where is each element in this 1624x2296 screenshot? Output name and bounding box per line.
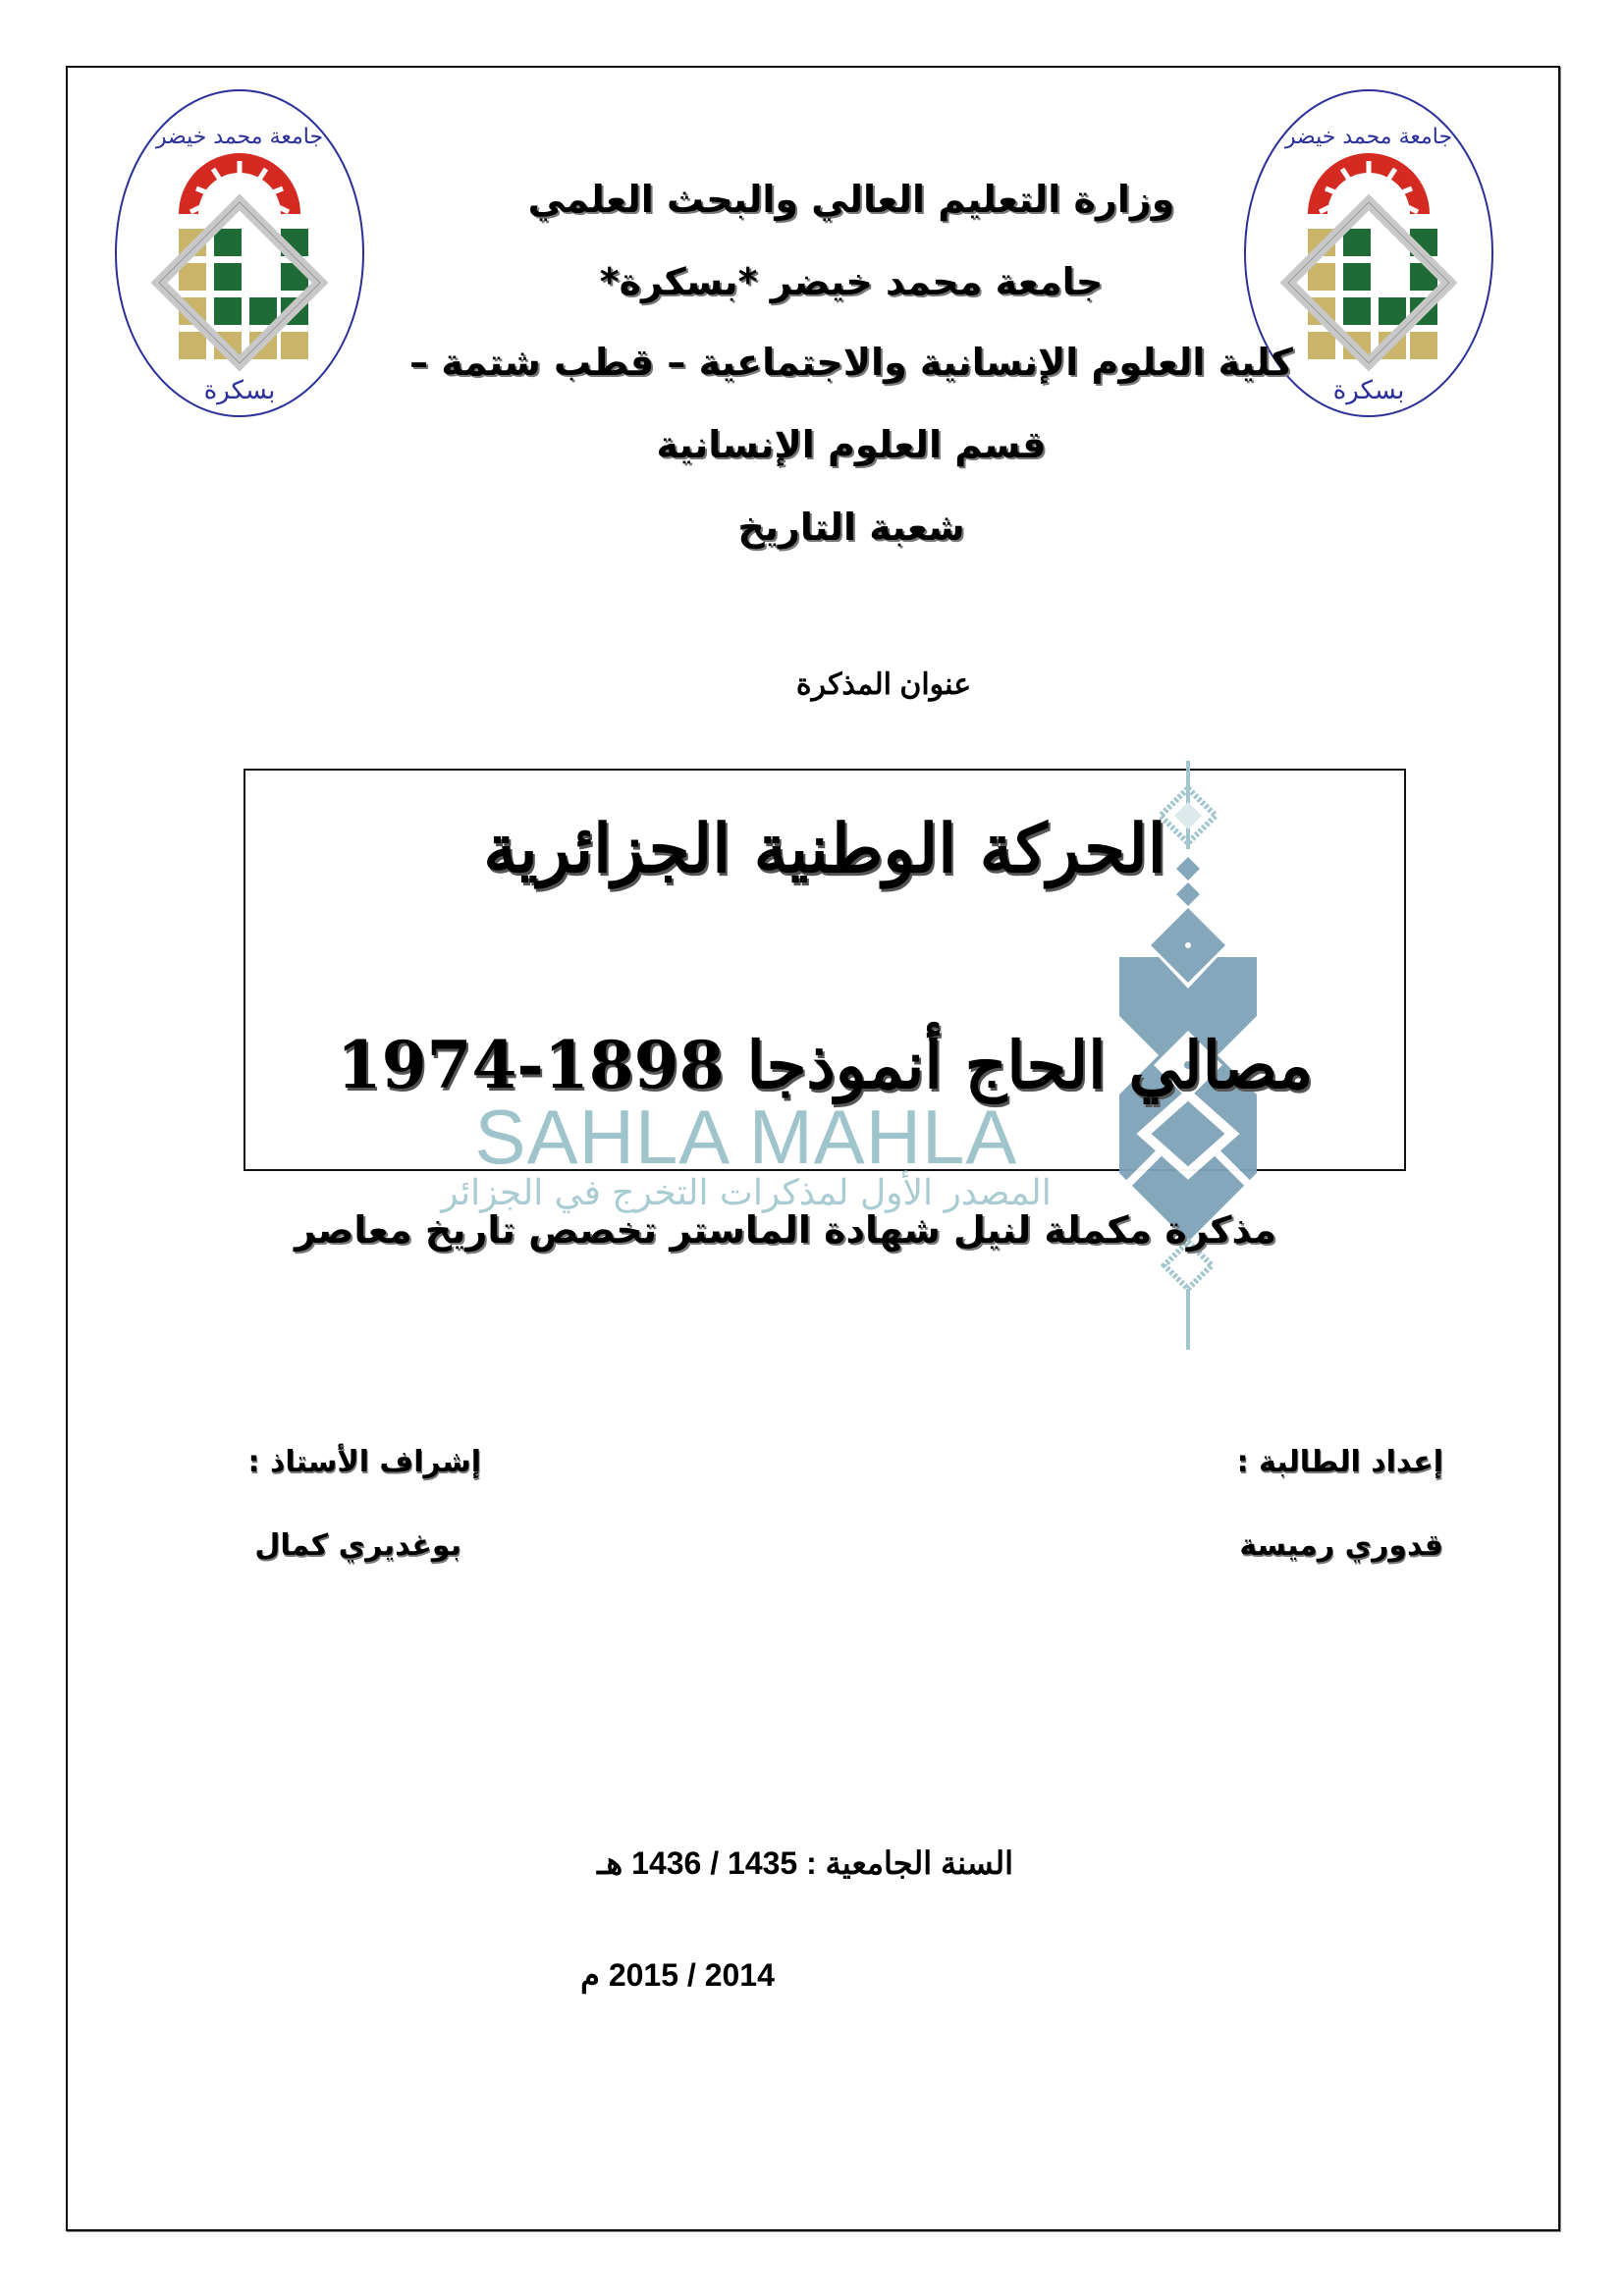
- watermark-brand: SAHLA MAHLA: [474, 1094, 1018, 1180]
- thesis-title-main: الحركة الوطنية الجزائرية: [483, 810, 1166, 888]
- thesis-title-label: عنوان المذكرة: [795, 668, 972, 701]
- svg-text:بسكرة: بسكرة: [203, 376, 276, 405]
- svg-text:جامعة محمد خيضر: جامعة محمد خيضر: [1284, 125, 1453, 149]
- degree-statement: مذكرة مكملة لنيل شهادة الماستر تخصص تاريخ معاصر: [295, 1208, 1276, 1252]
- faculty-heading: كلية العلوم الإنسانية والاجتماعية – قطب شتمة –: [409, 341, 1293, 384]
- department-heading: قسم العلوم الإنسانية: [656, 423, 1047, 466]
- student-name: قدوري رميسة: [1239, 1528, 1443, 1563]
- student-label: إعداد الطالبة :: [1236, 1445, 1443, 1479]
- branch-heading: شعبة التاريخ: [737, 506, 965, 549]
- supervisor-label: إشراف الأستاذ :: [247, 1445, 481, 1479]
- watermark-tagline: المصدر الأول لمذكرات التخرج في الجزائر: [441, 1173, 1052, 1213]
- ministry-heading: وزارة التعليم العالي والبحث العلمي: [527, 178, 1175, 221]
- thesis-title-subtitle: مصالي الحاج أنموذجا 1898-1974: [336, 1027, 1314, 1103]
- academic-year-gregorian: 2014 / 2015 م: [580, 1957, 775, 1993]
- supervisor-name: بوغديري كمال: [254, 1528, 461, 1563]
- university-heading: جامعة محمد خيضر *بسكرة*: [599, 260, 1104, 303]
- svg-text:جامعة محمد خيضر: جامعة محمد خيضر: [155, 125, 324, 149]
- academic-year-hijri: السنة الجامعية : 1435 / 1436 هـ: [597, 1845, 1013, 1881]
- svg-text:بسكرة: بسكرة: [1332, 376, 1405, 405]
